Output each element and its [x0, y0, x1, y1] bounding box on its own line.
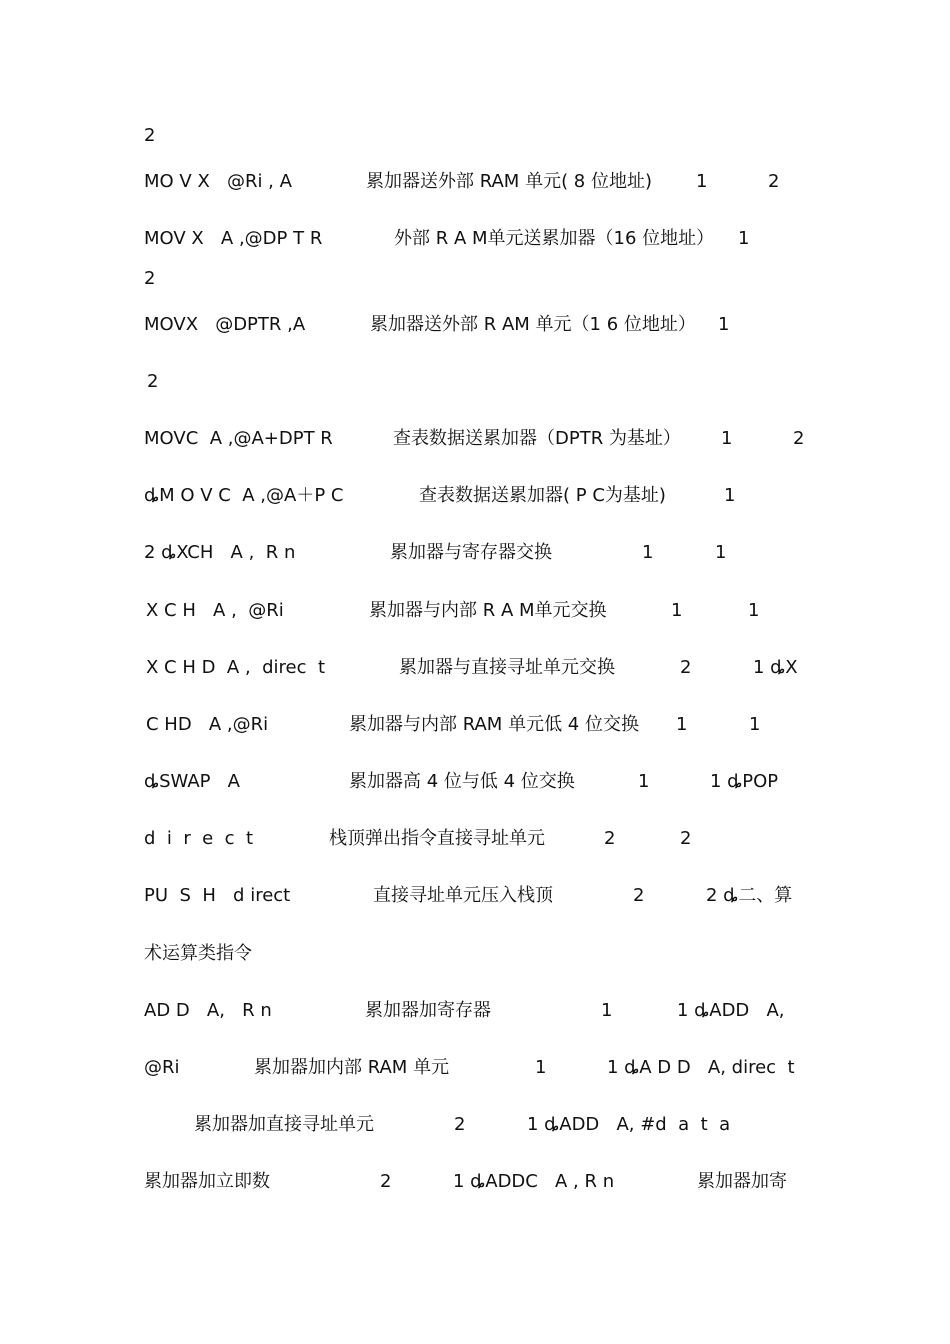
description-text: 累加器加寄存器 — [365, 1000, 491, 1021]
description-text: 累加器加立即数 — [144, 1171, 270, 1192]
text-line — [0, 123, 950, 149]
text-line — [0, 1112, 950, 1138]
cycles-value: 1 ȡA D D A, direc t — [607, 1057, 795, 1078]
text-line — [0, 769, 950, 795]
bytes-value: 2 — [604, 828, 616, 849]
description-text: 外部 R A M单元送累加器（16 位地址） — [394, 228, 715, 249]
bytes-value: 1 — [671, 600, 683, 621]
instruction-text: MOVX @DPTR ,A — [144, 314, 306, 335]
bytes-value: 1 — [724, 485, 736, 506]
bytes-value: 1 — [738, 228, 750, 249]
text-segment: 术运算类指令 — [144, 943, 252, 964]
description-text: 直接寻址单元压入栈顶 — [373, 885, 553, 906]
instruction-text: 1 ȡADDC A , R n — [453, 1171, 615, 1192]
description-text: 累加器高 4 位与低 4 位交换 — [349, 771, 575, 792]
instruction-text: X C H D A , direc t — [146, 657, 326, 678]
cycles-value: 1 — [748, 600, 760, 621]
cycles-value: 2 ȡ二、算 — [706, 885, 793, 906]
cycles-value: 1 ȡX — [753, 657, 798, 678]
description-text: 累加器与内部 R A M单元交换 — [369, 600, 607, 621]
bytes-value: 1 — [676, 714, 688, 735]
instruction-text: MOV X A ,@DP T R — [144, 228, 323, 249]
text-line — [0, 369, 950, 395]
text-line — [0, 883, 950, 909]
text-segment: 2 — [144, 268, 156, 289]
text-line — [0, 226, 950, 252]
text-line — [0, 426, 950, 452]
instruction-text: AD D A, R n — [144, 1000, 272, 1021]
text-line — [0, 169, 950, 195]
instruction-text: PU S H d irect — [144, 885, 291, 906]
bytes-value: 2 — [454, 1114, 466, 1135]
description-text: 查表数据送累加器( P C为基址) — [419, 485, 666, 506]
text-segment: 2 — [147, 371, 159, 392]
text-line — [0, 483, 950, 509]
text-line — [0, 598, 950, 624]
cycles-value: 1 ȡPOP — [710, 771, 779, 792]
cycles-value: 1 — [749, 714, 761, 735]
text-line — [0, 312, 950, 338]
text-segment: 2 — [144, 125, 156, 146]
text-line — [0, 1169, 950, 1195]
description-text: 查表数据送累加器（DPTR 为基址） — [393, 428, 681, 449]
description-text: 累加器与直接寻址单元交换 — [399, 657, 615, 678]
instruction-text: @Ri — [144, 1057, 180, 1078]
bytes-value: 2 — [680, 657, 692, 678]
instruction-text: d i r e c t — [144, 828, 254, 849]
description-text: 累加器与内部 RAM 单元低 4 位交换 — [349, 714, 639, 735]
cycles-value: 1 ȡADD A, #d a t a — [527, 1114, 731, 1135]
description-text: 累加器加直接寻址单元 — [194, 1114, 374, 1135]
text-line — [0, 540, 950, 566]
bytes-value: 2 — [380, 1171, 392, 1192]
text-line — [0, 266, 950, 292]
bytes-value: 1 — [535, 1057, 547, 1078]
text-line — [0, 998, 950, 1024]
description-text: 累加器加内部 RAM 单元 — [254, 1057, 450, 1078]
description-text: 累加器加寄 — [697, 1171, 787, 1192]
description-text: 累加器送外部 RAM 单元( 8 位地址) — [366, 171, 653, 192]
description-text: 累加器与寄存器交换 — [390, 542, 552, 563]
instruction-text: X C H A , @Ri — [146, 600, 284, 621]
text-line — [0, 826, 950, 852]
description-text: 累加器送外部 R AM 单元（1 6 位地址） — [370, 314, 696, 335]
text-line — [0, 712, 950, 738]
bytes-value: 1 — [601, 1000, 613, 1021]
description-text: 栈顶弹出指令直接寻址单元 — [329, 828, 545, 849]
instruction-text: ȡM O V C A ,@A＋P C — [144, 485, 344, 506]
instruction-text: MOVC A ,@A+DPT R — [144, 428, 333, 449]
instruction-text: MO V X @Ri , A — [144, 171, 292, 192]
bytes-value: 1 — [696, 171, 708, 192]
cycles-value: 1 — [715, 542, 727, 563]
instruction-text: ȡSWAP A — [144, 771, 240, 792]
text-line — [0, 1055, 950, 1081]
text-line — [0, 941, 950, 967]
bytes-value: 1 — [718, 314, 730, 335]
bytes-value: 1 — [721, 428, 733, 449]
instruction-text: 2 ȡXCH A , R n — [144, 542, 296, 563]
bytes-value: 1 — [638, 771, 650, 792]
instruction-text: C HD A ,@Ri — [146, 714, 269, 735]
text-line — [0, 655, 950, 681]
bytes-value: 1 — [642, 542, 654, 563]
cycles-value: 1 ȡADD A, — [677, 1000, 785, 1021]
bytes-value: 2 — [633, 885, 645, 906]
cycles-value: 2 — [793, 428, 805, 449]
cycles-value: 2 — [680, 828, 692, 849]
cycles-value: 2 — [768, 171, 780, 192]
